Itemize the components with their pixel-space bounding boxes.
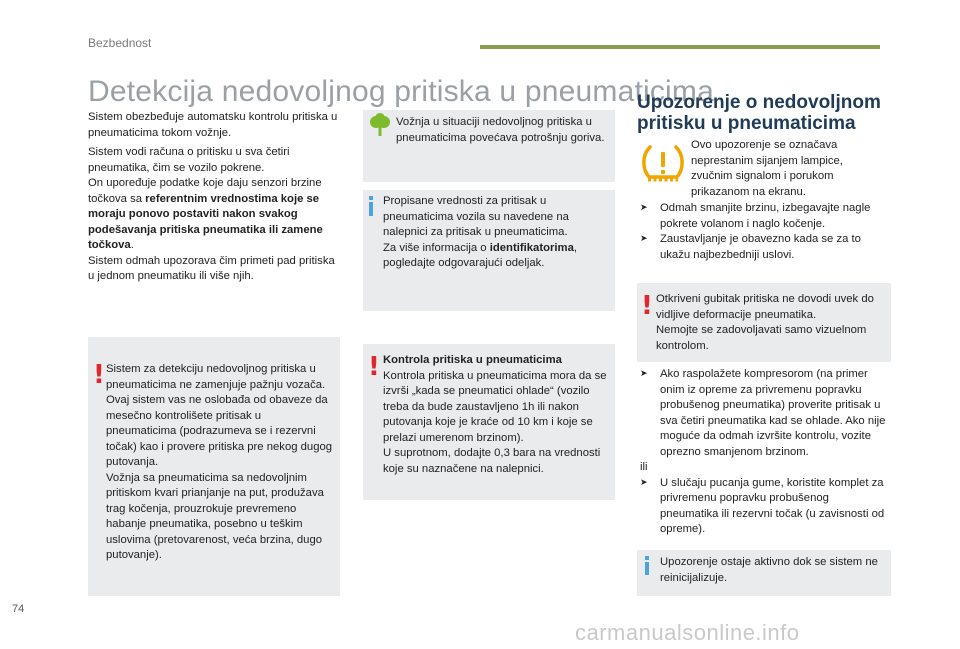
exclamation-warning-icon: ! (641, 291, 653, 321)
info-icon-dot (369, 196, 373, 200)
list-item: ➤ Ako raspolažete kompresorom (na primer onim iz opreme za privremenu popravku probušenog pneumatika) proverite pritisak u sva četiri pneumatika kad se ohlade. Ako nije moguće da odmah izvršite kontrolu, vozite oprezno smanjenom brzinom. (640, 367, 888, 460)
bullet-icon: ➤ (640, 234, 648, 244)
list-item: ➤ U slučaju pucanja gume, koristite komplet za privremenu popravku probušenog pneumatika ili rezervni točak (u zavisnosti od opreme). (640, 476, 888, 538)
right-info-text: Upozorenje ostaje aktivno dok se sistem ne reinicijalizuje. (660, 556, 878, 584)
lamp-description: Ovo upozorenje se označava neprestanim sijanjem lampice, zvučnim signalom i porukom prikazanom na ekranu. (691, 139, 843, 198)
system-description-line-2: On upoređuje podatke koje daju senzori brzine točkova sa referentnim vrednostima koje se moraju ponovo postaviti nakon svakog podešavanja pritiska pneumatika ili zamene točkova. (88, 177, 323, 251)
reference-values-emphasis: referentnim vrednostima koje se moraju ponovo postaviti nakon svakog podešavanja pritiska pneumatika ili zamene točkova (88, 192, 323, 251)
first-bullet-list (640, 201, 885, 263)
or-text: ili (640, 461, 648, 473)
list-item: ➤ Odmah smanjite brzinu, izbegavajte nagle pokrete volanom i naglo kočenje. (640, 201, 885, 232)
list-item: ➤ Zaustavljanje je obavezno kada se za to ukažu najbezbedniji uslovi. (640, 232, 885, 263)
watermark: carmanualsonline.info (575, 620, 800, 645)
info-icon-dot (645, 556, 649, 560)
bullet-icon: ➤ (640, 477, 648, 488)
system-description (88, 145, 343, 285)
tree-icon (369, 113, 391, 142)
intro-paragraph: Sistem obezbeđuje automatsku kontrolu pritiska u pneumaticima tokom vožnje. (88, 111, 338, 139)
tyre-pressure-warning-icon (640, 143, 686, 188)
left-warning-text: Sistem za detekciju nedovoljnog pritiska u pneumaticima ne zamenjuje pažnju vozača. Ovaj sistem vas ne oslobađa od obaveze da mesečno kontrolišete pritisak u pneumaticima (podrazumeva se i rezervni točak) kao i provere pritiska pre nekog dugog putovanja. Vožnja sa pneumaticima sa nedovoljnim pritiskom kvari prianjanje na put, produžava trag kočenja, prouzrokuje prevremeno habanje pneumatika, posebno u teškim uslovima (pretovarenost, veća brzina, dugo putovanje). (106, 363, 333, 561)
page-title: Detekcija nedovoljnog pritiska u pneumaticima (88, 75, 714, 108)
bullet-icon: ➤ (640, 369, 648, 379)
section-label: Bezbednost (88, 36, 152, 50)
pressure-check-title: Kontrola pritiska u pneumaticima (383, 354, 562, 366)
exclamation-warning-icon: ! (93, 360, 105, 390)
info-text: Propisane vrednosti za pritisak u pneumaticima vozila su navedene na nalepnici za pritisak u pneumaticima. Za više informacija o identifikatorima, pogledajte odgovarajući odeljak. (383, 195, 577, 269)
system-description-line-3: Sistem odmah upozorava čim primeti pad pritiska u jednom pneumatiku ili više njih. (88, 254, 335, 282)
pressure-check-text: Kontrola pritiska u pneumaticima Kontrola pritiska u pneumaticima mora da se izvrši „kada se pneumatici ohlade“ (vozilo treba da bude zaustavljeno 1h ili nakon putovanja koje je kraće od 10 km i koje se prelazi umerenom brzinom). U suprotnom, dodajte 0,3 bara na vrednosti koje su naznačene na nalepnici. (383, 353, 609, 477)
second-bullet-list (640, 367, 888, 538)
info-icon (369, 202, 373, 216)
eco-text: Vožnja u situaciji nedovoljnog pritiska u pneumaticima povećava potrošnju goriva. (396, 116, 605, 144)
info-icon (645, 562, 649, 575)
page-number: 74 (12, 603, 25, 615)
right-section-title: Upozorenje o nedovoljnom pritisku u pneumaticima (637, 92, 881, 134)
right-warning-text: Otkriveni gubitak pritiska ne dovodi uvek do vidljive deformacije pneumatika. Nemojte se zadovoljavati samo vizuelnom kontrolom. (656, 293, 874, 352)
bullet-icon: ➤ (640, 203, 648, 213)
header-rule (480, 45, 880, 49)
exclamation-warning-icon: ! (368, 352, 380, 382)
system-description-line-1: Sistem vodi računa o pritisku u sva četiri pneumatika, čim se vozilo pokrene. (88, 146, 290, 174)
